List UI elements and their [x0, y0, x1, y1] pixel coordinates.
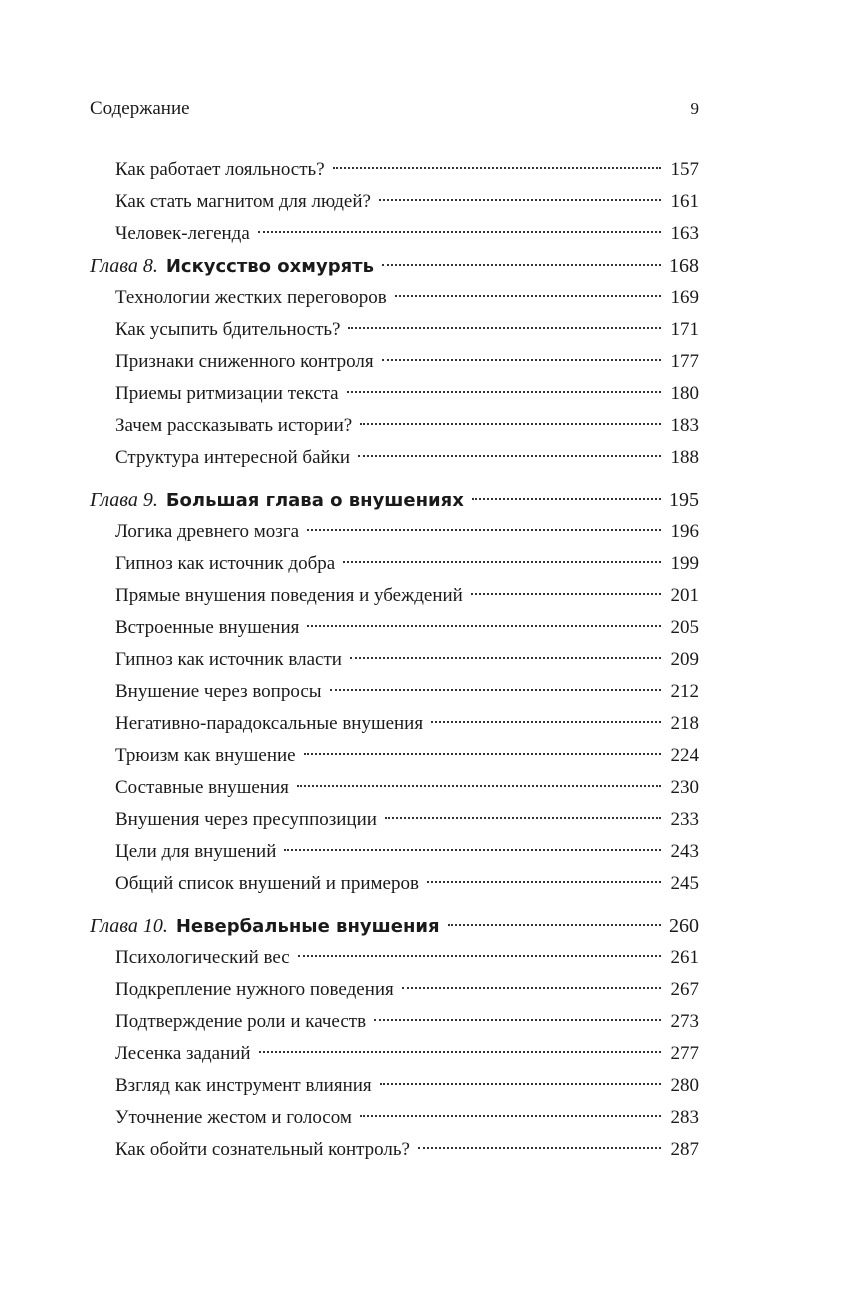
toc-entry	[0, 676, 844, 708]
dot-leader	[427, 881, 661, 883]
toc-entry	[0, 772, 844, 804]
chapter-prefix: Глава 9.	[90, 489, 158, 511]
table-of-contents	[0, 154, 844, 1166]
toc-entry	[0, 218, 844, 250]
toc-entry-page: 180	[670, 383, 699, 404]
toc-entry-page: 287	[670, 1139, 699, 1160]
toc-entry-title: Составные внушения	[115, 777, 289, 798]
chapter-page: 168	[669, 255, 699, 277]
toc-entry-page: 245	[670, 873, 699, 894]
chapter-title: Большая глава о внушениях	[165, 490, 464, 511]
toc-entry-page: 205	[670, 617, 699, 638]
toc-entry-page: 224	[670, 745, 699, 766]
toc-entry-title: Гипноз как источник власти	[115, 649, 342, 670]
toc-entry-page: 201	[670, 585, 699, 606]
dot-leader	[471, 593, 661, 595]
toc-entry-page: 280	[670, 1075, 699, 1096]
toc-entry-title: Как усыпить бдительность?	[115, 319, 341, 340]
toc-entry	[0, 282, 844, 314]
toc-entry	[0, 580, 844, 612]
toc-entry	[0, 410, 844, 442]
toc-entry-title: Внушения через пресуппозиции	[115, 809, 377, 830]
chapter-heading-8	[0, 250, 844, 282]
toc-entry-page: 267	[670, 979, 699, 1000]
toc-entry-title: Встроенные внушения	[115, 617, 300, 638]
toc-entry-title: Зачем рассказывать истории?	[115, 415, 353, 436]
chapter-title: Невербальные внушения	[175, 916, 440, 937]
toc-entry	[0, 378, 844, 410]
toc-entry-page: 283	[670, 1107, 699, 1128]
dot-leader	[358, 455, 661, 457]
toc-entry	[0, 442, 844, 474]
toc-entry	[0, 1006, 844, 1038]
dot-leader	[298, 955, 661, 957]
toc-entry-title: Логика древнего мозга	[115, 521, 299, 542]
toc-entry-page: 183	[670, 415, 699, 436]
toc-entry-page: 261	[670, 947, 699, 968]
toc-entry-title: Внушение через вопросы	[115, 681, 322, 702]
dot-leader	[379, 199, 661, 201]
toc-entry-title: Подкрепление нужного поведения	[115, 979, 394, 1000]
toc-entry-title: Прямые внушения поведения и убеждений	[115, 585, 463, 606]
toc-entry-title: Негативно-парадоксальные внушения	[115, 713, 424, 734]
toc-entry-page: 171	[670, 319, 699, 340]
toc-entry-page: 169	[670, 287, 699, 308]
dot-leader	[347, 391, 661, 393]
toc-entry	[0, 868, 844, 900]
toc-entry	[0, 804, 844, 836]
dot-leader	[284, 849, 661, 851]
page-number: 9	[690, 99, 699, 118]
dot-leader	[418, 1147, 661, 1149]
toc-entry-page: 273	[670, 1011, 699, 1032]
toc-entry	[0, 740, 844, 772]
toc-entry-page: 196	[670, 521, 699, 542]
dot-leader	[382, 264, 661, 266]
dot-leader	[259, 1051, 661, 1053]
dot-leader	[330, 689, 661, 691]
toc-entry-page: 163	[670, 223, 699, 244]
chapter-heading-9	[0, 484, 844, 516]
toc-entry	[0, 516, 844, 548]
dot-leader	[304, 753, 661, 755]
dot-leader	[343, 561, 661, 563]
chapter-prefix: Глава 10.	[90, 915, 168, 937]
dot-leader	[307, 529, 661, 531]
toc-entry	[0, 612, 844, 644]
toc-entry-title: Как работает лояльность?	[115, 159, 325, 180]
toc-entry-title: Как обойти сознательный контроль?	[115, 1139, 410, 1160]
toc-entry	[0, 708, 844, 740]
toc-entry-page: 233	[670, 809, 699, 830]
toc-entry-title: Трюизм как внушение	[115, 745, 296, 766]
dot-leader	[360, 1115, 661, 1117]
toc-entry	[0, 1038, 844, 1070]
toc-entry	[0, 346, 844, 378]
toc-entry	[0, 154, 844, 186]
dot-leader	[382, 359, 661, 361]
dot-leader	[307, 625, 661, 627]
toc-entry-title: Подтверждение роли и качеств	[115, 1011, 367, 1032]
toc-entry	[0, 186, 844, 218]
dot-leader	[385, 817, 661, 819]
chapter-heading-10	[0, 910, 844, 942]
toc-entry-page: 177	[670, 351, 699, 372]
dot-leader	[374, 1019, 661, 1021]
toc-entry-title: Цели для внушений	[115, 841, 277, 862]
toc-entry-page: 230	[670, 777, 699, 798]
toc-entry-title: Психологический вес	[115, 947, 290, 968]
toc-entry-title: Как стать магнитом для людей?	[115, 191, 371, 212]
dot-leader	[350, 657, 661, 659]
toc-entry-title: Лесенка заданий	[115, 1043, 251, 1064]
dot-leader	[297, 785, 661, 787]
toc-entry	[0, 974, 844, 1006]
toc-entry	[0, 1070, 844, 1102]
dot-leader	[380, 1083, 661, 1085]
chapter-page: 195	[669, 489, 699, 511]
chapter-page: 260	[669, 915, 699, 937]
toc-entry-title: Человек-легенда	[115, 223, 250, 244]
toc-entry	[0, 644, 844, 676]
toc-entry-page: 209	[670, 649, 699, 670]
toc-entry-page: 243	[670, 841, 699, 862]
dot-leader	[348, 327, 661, 329]
toc-entry-title: Взгляд как инструмент влияния	[115, 1075, 372, 1096]
toc-entry-page: 199	[670, 553, 699, 574]
toc-entry-title: Структура интересной байки	[115, 447, 351, 468]
chapter-prefix: Глава 8.	[90, 255, 158, 277]
toc-entry-page: 161	[670, 191, 699, 212]
dot-leader	[431, 721, 661, 723]
toc-entry-title: Уточнение жестом и голосом	[115, 1107, 352, 1128]
toc-entry	[0, 1134, 844, 1166]
toc-entry-page: 218	[670, 713, 699, 734]
toc-entry	[0, 942, 844, 974]
toc-entry	[0, 548, 844, 580]
toc-entry	[0, 836, 844, 868]
dot-leader	[472, 498, 661, 500]
toc-entry-page: 157	[670, 159, 699, 180]
toc-entry-page: 212	[670, 681, 699, 702]
toc-entry-page: 277	[670, 1043, 699, 1064]
toc-entry	[0, 1102, 844, 1134]
dot-leader	[448, 924, 661, 926]
chapter-title: Искусство охмурять	[165, 256, 374, 277]
dot-leader	[395, 295, 661, 297]
running-head: Содержание	[90, 98, 190, 119]
toc-entry-title: Общий список внушений и примеров	[115, 873, 419, 894]
toc-entry-title: Гипноз как источник добра	[115, 553, 336, 574]
dot-leader	[402, 987, 661, 989]
toc-entry-title: Признаки сниженного контроля	[115, 351, 374, 372]
toc-entry	[0, 314, 844, 346]
dot-leader	[258, 231, 661, 233]
toc-entry-title: Технологии жестких переговоров	[115, 287, 387, 308]
toc-entry-page: 188	[670, 447, 699, 468]
dot-leader	[360, 423, 661, 425]
dot-leader	[333, 167, 661, 169]
toc-entry-title: Приемы ритмизации текста	[115, 383, 339, 404]
